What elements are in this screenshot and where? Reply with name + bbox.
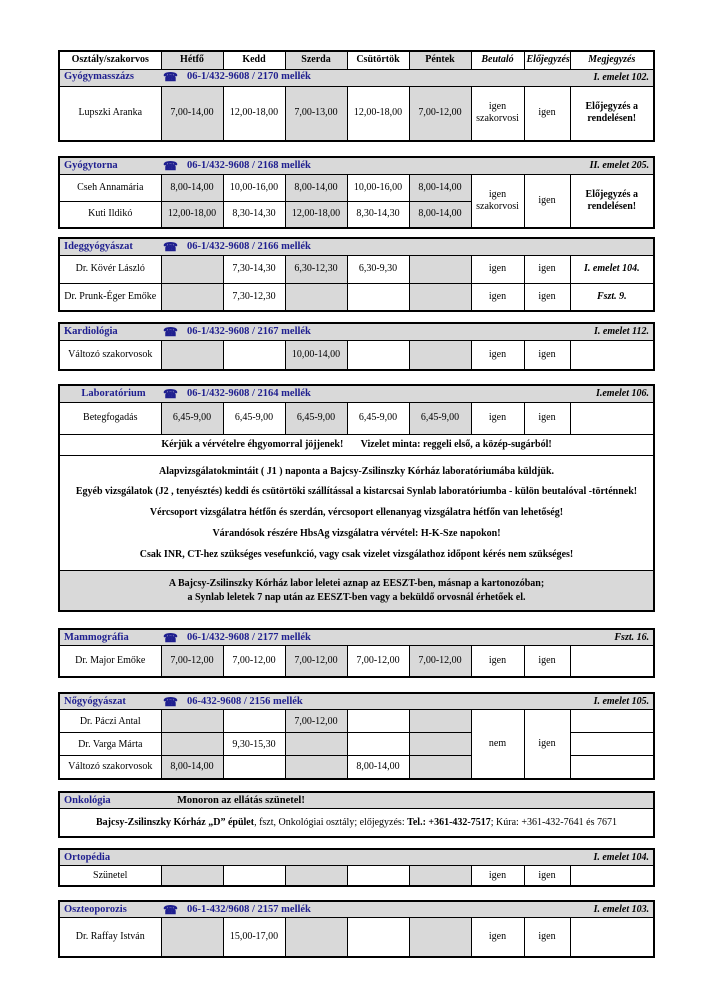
lab-paragraph: Alapvizsgálatokmintáit ( J1 ) naponta a Bajcsy-Zsilinszky Kórház laboratóriumába küldjük.: [158, 465, 555, 477]
schedule-cell-tuesday: [223, 756, 285, 779]
phone-number: 06-1-432/9608 / 2157 mellék: [186, 903, 311, 915]
appointment-cell: igen: [524, 646, 570, 677]
section-gyogytorna: [58, 156, 655, 229]
schedule-cell-friday: 8,00-14,00: [409, 174, 471, 201]
schedule-cell-tuesday: 12,00-18,00: [223, 86, 285, 141]
doctor-name: Betegfogadás: [59, 402, 161, 434]
schedule-cell-wednesday: 10,00-14,00: [285, 340, 347, 370]
appointment-cell: igen: [524, 710, 570, 779]
schedule-cell-tuesday: 7,30-12,30: [223, 283, 285, 311]
table-row: [59, 646, 654, 677]
table-row: [59, 174, 654, 201]
section-header-row: [59, 792, 654, 809]
section-title: Mammográfia: [64, 631, 129, 643]
schedule-cell-friday: 6,45-9,00: [409, 402, 471, 434]
remark-cell: [570, 402, 654, 434]
lab-footer: [59, 571, 654, 611]
schedule-tables: [58, 50, 653, 958]
schedule-cell-monday: [161, 255, 223, 283]
phone-number: Tel.: +361-432-7517: [407, 816, 491, 828]
schedule-cell-tuesday: [223, 866, 285, 886]
section-title: Gyógytorna: [64, 159, 118, 171]
referral-cell: igen szakorvosi: [471, 174, 524, 228]
schedule-cell-friday: 7,00-12,00: [409, 86, 471, 141]
remark-cell: [570, 646, 654, 677]
schedule-cell-thursday: [347, 283, 409, 311]
schedule-cell-thursday: 12,00-18,00: [347, 86, 409, 141]
referral-cell: igen szakorvosi: [471, 86, 524, 141]
section-laboratorium: [58, 384, 655, 612]
doctor-name: Dr. Varga Márta: [59, 733, 161, 756]
schedule-cell-wednesday: [285, 918, 347, 957]
phone-icon: ☎: [163, 630, 178, 645]
appointment-cell: igen: [524, 255, 570, 283]
location-label: I.emelet 106.: [595, 387, 650, 399]
referral-cell: igen: [471, 255, 524, 283]
col-header-hetfo: Hétfő: [161, 51, 223, 69]
schedule-cell-friday: [409, 756, 471, 779]
section-title: Kardiológia: [64, 325, 118, 337]
phone-icon: ☎: [163, 386, 178, 401]
phone-icon: ☎: [163, 694, 178, 709]
location-label: Fszt. 16.: [614, 631, 650, 643]
appointment-cell: igen: [524, 918, 570, 957]
lab-paragraph: Egyéb vizsgálatok (J2 , tenyésztés) keddi és csütörtöki szállítással a kistarcsai Synlab laboratóriumba - külön beutalóval -történnek!: [75, 486, 638, 498]
referral-cell: igen: [471, 918, 524, 957]
table-row: [59, 918, 654, 957]
schedule-cell-wednesday: 7,00-13,00: [285, 86, 347, 141]
section-title: Ideggyógyászat: [64, 240, 133, 252]
schedule-cell-monday: [161, 733, 223, 756]
col-header-kedd: Kedd: [223, 51, 285, 69]
lab-footer-row: [59, 571, 654, 611]
appointment-cell: igen: [524, 86, 570, 141]
remark-cell: [570, 340, 654, 370]
phone-icon: ☎: [163, 324, 178, 339]
phone: [163, 387, 311, 401]
schedule-cell-thursday: [347, 340, 409, 370]
table-row: [59, 866, 654, 886]
schedule-cell-wednesday: 12,00-18,00: [285, 201, 347, 228]
remark-cell: [570, 866, 654, 886]
lab-paragraphs-row: [59, 455, 654, 571]
schedule-cell-thursday: [347, 918, 409, 957]
schedule-cell-monday: [161, 918, 223, 957]
col-header-elojegyzes: Előjegyzés: [524, 51, 570, 69]
schedule-cell-friday: [409, 733, 471, 756]
location-label: II. emelet 205.: [589, 159, 650, 171]
phone-number: 06-1/432-9608 / 2164 mellék: [186, 387, 311, 399]
phone-number: 06-1/432-9608 / 2177 mellék: [186, 631, 311, 643]
remark-cell: I. emelet 104.: [570, 255, 654, 283]
schedule-cell-friday: [409, 283, 471, 311]
detail-text: ; Kúra: +361-432-7641 és 7671: [490, 816, 617, 828]
appointment-cell: igen: [524, 402, 570, 434]
section-note: Monoron az ellátás szünetel!: [177, 794, 305, 806]
schedule-cell-thursday: [347, 733, 409, 756]
schedule-cell-monday: 6,45-9,00: [161, 402, 223, 434]
section-title: Oszteoporozis: [64, 903, 127, 915]
schedule-cell-wednesday: 6,30-12,30: [285, 255, 347, 283]
schedule-cell-friday: [409, 710, 471, 733]
section-ortopedia: [58, 848, 655, 887]
schedule-cell-thursday: [347, 866, 409, 886]
schedule-cell-friday: 7,00-12,00: [409, 646, 471, 677]
section-header-row: [59, 157, 654, 174]
schedule-cell-tuesday: 7,30-14,30: [223, 255, 285, 283]
onkologia-detail: [59, 809, 654, 837]
phone: [163, 695, 303, 709]
schedule-cell-tuesday: [223, 340, 285, 370]
section-onkologia: [58, 791, 655, 838]
table-row: [59, 283, 654, 311]
col-header-osztaly: Osztály/szakorvos: [59, 51, 161, 69]
location-label: I. emelet 102.: [593, 71, 649, 83]
table-row: [59, 86, 654, 141]
lab-note-row: [59, 434, 654, 455]
section-header-row: [59, 69, 654, 86]
remark-cell: Előjegyzés a rendelésen!: [570, 174, 654, 228]
table-row: [59, 340, 654, 370]
phone: [163, 240, 311, 254]
phone-number: 06-432-9608 / 2156 mellék: [186, 695, 303, 707]
schedule-cell-tuesday: 9,30-15,30: [223, 733, 285, 756]
section-mammografia: [58, 628, 655, 678]
remark-cell: [570, 756, 654, 779]
section-oszteoporozis: [58, 900, 655, 958]
schedule-cell-thursday: 7,00-12,00: [347, 646, 409, 677]
schedule-cell-monday: 8,00-14,00: [161, 174, 223, 201]
section-title: Nőgyógyászat: [64, 695, 126, 707]
schedule-cell-thursday: 8,30-14,30: [347, 201, 409, 228]
column-header-row: [59, 51, 654, 69]
section-header-row: [59, 901, 654, 918]
phone-number: 06-1/432-9608 / 2166 mellék: [186, 240, 311, 252]
lab-paragraph: Csak INR, CT-hez szükséges vesefunkció, vagy csak vizelet vizsgálathoz időpont kérés nem szükséges!: [139, 548, 574, 560]
schedule-cell-thursday: 6,45-9,00: [347, 402, 409, 434]
appointment-cell: igen: [524, 174, 570, 228]
referral-cell: nem: [471, 710, 524, 779]
schedule-cell-monday: 7,00-14,00: [161, 86, 223, 141]
table-row: [59, 402, 654, 434]
section-header-row: [59, 323, 654, 340]
remark-cell: [570, 710, 654, 733]
phone-icon: ☎: [163, 239, 178, 254]
section-title: Ortopédia: [64, 851, 111, 863]
section-header-row: [59, 385, 654, 402]
section-header-row: [59, 849, 654, 866]
schedule-cell-wednesday: [285, 756, 347, 779]
lab-footer-line1: A Bajcsy-Zsilinszky Kórház labor leletei aznap az EESZT-ben, másnap a kartonozóban;: [168, 578, 545, 590]
section-header-row: [59, 693, 654, 710]
lab-footer-line2: a Synlab leletek 7 nap után az EESZT-ben vagy a beküldő orvosnál érhetőek el.: [187, 591, 526, 603]
doctor-name: Dr. Major Emőke: [59, 646, 161, 677]
lab-note-line: Kérjük a vérvételre éhgyomorral jöjjenek! Vizelet minta: reggeli első, a közép-sugárból!: [59, 434, 654, 455]
section-gyogymasszazs: [58, 50, 655, 142]
section-kardiologia: [58, 322, 655, 371]
lab-paragraphs: [59, 455, 654, 571]
phone: [163, 903, 311, 917]
schedule-cell-tuesday: [223, 710, 285, 733]
schedule-cell-thursday: 10,00-16,00: [347, 174, 409, 201]
schedule-cell-friday: [409, 340, 471, 370]
schedule-cell-wednesday: 8,00-14,00: [285, 174, 347, 201]
schedule-cell-wednesday: [285, 866, 347, 886]
table-row: [59, 255, 654, 283]
doctor-name: Dr. Prunk-Éger Emőke: [59, 283, 161, 311]
doctor-name: Dr. Raffay István: [59, 918, 161, 957]
phone-icon: ☎: [163, 158, 178, 173]
phone-number: 06-1/432-9608 / 2167 mellék: [186, 325, 311, 337]
col-header-pentek: Péntek: [409, 51, 471, 69]
phone-icon: ☎: [163, 70, 178, 85]
schedule-cell-monday: [161, 340, 223, 370]
section-title: Gyógymasszázs: [64, 71, 134, 83]
remark-cell: Előjegyzés a rendelésen!: [570, 86, 654, 141]
schedule-cell-monday: [161, 283, 223, 311]
doctor-name: Dr. Kövér László: [59, 255, 161, 283]
schedule-cell-tuesday: 8,30-14,30: [223, 201, 285, 228]
location-label: I. emelet 105.: [593, 695, 650, 707]
remark-cell: [570, 918, 654, 957]
phone-icon: ☎: [163, 902, 178, 917]
location-label: I. emelet 104.: [593, 851, 650, 863]
col-header-szerda: Szerda: [285, 51, 347, 69]
phone: [163, 159, 311, 173]
lab-paragraph: Vércsoport vizsgálatra hétfőn és szerdán, vércsoport ellenanyag vizsgálatra hétfőn van lehetőség!: [149, 507, 564, 519]
schedule-cell-monday: 8,00-14,00: [161, 756, 223, 779]
col-header-megjegyzes: Megjegyzés: [570, 51, 654, 69]
schedule-cell-friday: [409, 918, 471, 957]
table-row: [59, 710, 654, 733]
schedule-cell-tuesday: 6,45-9,00: [223, 402, 285, 434]
appointment-cell: igen: [524, 340, 570, 370]
doctor-name: Kuti Ildikó: [59, 201, 161, 228]
col-header-csutortok: Csütörtök: [347, 51, 409, 69]
doctor-name: Cseh Annamária: [59, 174, 161, 201]
schedule-cell-thursday: 6,30-9,30: [347, 255, 409, 283]
lab-paragraph: Várandósok részére HbsAg vizsgálatra vérvétel: H-K-Sze napokon!: [212, 527, 501, 539]
location-label: I. emelet 103.: [593, 903, 650, 915]
section-title: Onkológia: [64, 794, 111, 806]
schedule-cell-wednesday: 7,00-12,00: [285, 710, 347, 733]
schedule-cell-monday: 7,00-12,00: [161, 646, 223, 677]
phone: [163, 325, 311, 339]
appointment-cell: igen: [524, 866, 570, 886]
section-ideggyogyaszat: [58, 237, 655, 312]
location-label: I. emelet 112.: [594, 325, 649, 337]
col-header-beutalo: Beutaló: [471, 51, 524, 69]
remark-cell: Fszt. 9.: [570, 283, 654, 311]
phone: [163, 70, 311, 84]
schedule-cell-friday: [409, 866, 471, 886]
schedule-cell-wednesday: [285, 733, 347, 756]
remark-cell: [570, 733, 654, 756]
schedule-cell-monday: [161, 866, 223, 886]
referral-cell: igen: [471, 283, 524, 311]
schedule-cell-wednesday: 6,45-9,00: [285, 402, 347, 434]
referral-cell: igen: [471, 340, 524, 370]
appointment-cell: igen: [524, 283, 570, 311]
schedule-cell-monday: [161, 710, 223, 733]
referral-cell: igen: [471, 646, 524, 677]
referral-cell: igen: [471, 402, 524, 434]
section-nogyogyaszat: [58, 692, 655, 780]
schedule-cell-wednesday: 7,00-12,00: [285, 646, 347, 677]
phone-number: 06-1/432-9608 / 2170 mellék: [186, 71, 311, 83]
section-header-row: [59, 238, 654, 255]
schedule-cell-friday: [409, 255, 471, 283]
doctor-name: Dr. Páczi Antal: [59, 710, 161, 733]
table-row: [59, 809, 654, 837]
schedule-cell-wednesday: [285, 283, 347, 311]
schedule-cell-monday: 12,00-18,00: [161, 201, 223, 228]
doctor-name: Változó szakorvosok: [59, 340, 161, 370]
schedule-cell-friday: 8,00-14,00: [409, 201, 471, 228]
phone-number: 06-1/432-9608 / 2168 mellék: [186, 159, 311, 171]
phone: [163, 631, 311, 645]
referral-cell: igen: [471, 866, 524, 886]
doctor-name: Lupszki Aranka: [59, 86, 161, 141]
schedule-cell-tuesday: 15,00-17,00: [223, 918, 285, 957]
doctor-name: Szünetel: [59, 866, 161, 886]
hospital-name: Bajcsy-Zsilinszky Kórház „D” épület: [96, 816, 255, 828]
schedule-cell-tuesday: 7,00-12,00: [223, 646, 285, 677]
section-header-row: [59, 629, 654, 646]
schedule-cell-tuesday: 10,00-16,00: [223, 174, 285, 201]
doctor-name: Változó szakorvosok: [59, 756, 161, 779]
schedule-cell-thursday: 8,00-14,00: [347, 756, 409, 779]
section-title: Laboratórium: [81, 387, 146, 399]
detail-text: , fszt, Onkológiai osztály; előjegyzés:: [254, 816, 408, 828]
schedule-cell-thursday: [347, 710, 409, 733]
